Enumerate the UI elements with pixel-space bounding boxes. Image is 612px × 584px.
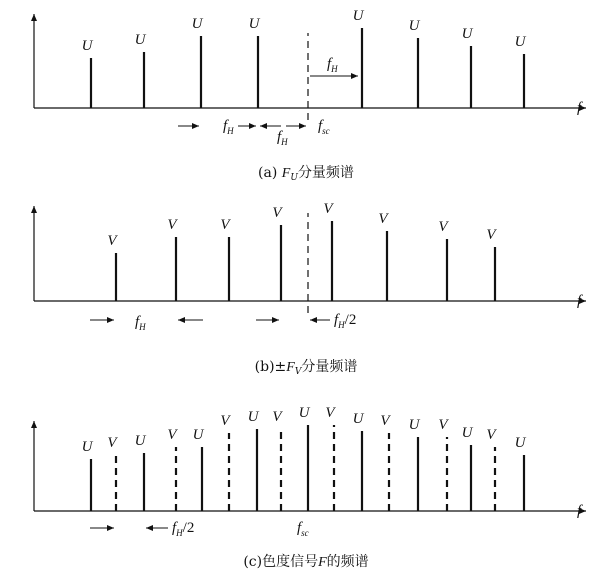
line-label-U: U	[514, 34, 526, 50]
line-label-V: V	[380, 413, 390, 429]
line-label-V: V	[272, 205, 282, 221]
annotation-fH: $f_H$	[223, 118, 234, 136]
line-label-U: U	[298, 405, 310, 421]
line-label-U: U	[248, 16, 260, 32]
axis-label-f: f	[577, 503, 582, 519]
line-label-V: V	[438, 219, 448, 235]
annotation-fH-half: $f_H/2$	[172, 520, 195, 538]
line-label-V: V	[107, 435, 117, 451]
panel-c	[34, 405, 586, 570]
line-label-U: U	[514, 435, 526, 451]
annotation-fsc: $f_{sc}$	[318, 118, 330, 136]
line-label-V: V	[167, 427, 177, 443]
line-label-V: V	[167, 217, 177, 233]
axis-label-f: f	[577, 293, 582, 309]
panel-caption: (c)色度信号F的频谱	[243, 554, 369, 570]
line-label-V: V	[438, 417, 448, 433]
annotation-fH: $f_H$	[327, 56, 338, 74]
panel-a	[34, 8, 586, 183]
line-label-U: U	[81, 38, 93, 54]
line-label-V: V	[486, 227, 496, 243]
panel-caption: $(b)\pm F_V$分量频谱	[254, 359, 358, 377]
line-label-U: U	[81, 439, 93, 455]
line-label-V: V	[486, 427, 496, 443]
line-label-U: U	[352, 411, 364, 427]
annotation-fsc: $f_{sc}$	[297, 520, 309, 538]
axis-label-f: f	[577, 100, 582, 116]
line-label-V: V	[220, 413, 230, 429]
line-label-U: U	[247, 409, 259, 425]
line-label-U: U	[134, 32, 146, 48]
line-label-V: V	[272, 409, 282, 425]
line-label-V: V	[220, 217, 230, 233]
annotation-fH-half: $f_H/2$	[334, 312, 357, 330]
line-label-V: V	[378, 211, 388, 227]
panel-caption: (a) $F_U$分量频谱	[258, 165, 354, 183]
line-label-U: U	[192, 427, 204, 443]
line-label-U: U	[408, 417, 420, 433]
line-label-U: U	[134, 433, 146, 449]
line-label-U: U	[408, 18, 420, 34]
line-label-U: U	[461, 26, 473, 42]
line-label-V: V	[107, 233, 117, 249]
line-label-V: V	[323, 201, 333, 217]
panel-b	[34, 201, 586, 377]
line-label-U: U	[461, 425, 473, 441]
annotation-fH: $f_H$	[277, 129, 288, 147]
line-label-U: U	[352, 8, 364, 24]
annotation-fH: $f_H$	[135, 314, 146, 332]
line-label-V: V	[325, 405, 335, 421]
line-label-U: U	[191, 16, 203, 32]
